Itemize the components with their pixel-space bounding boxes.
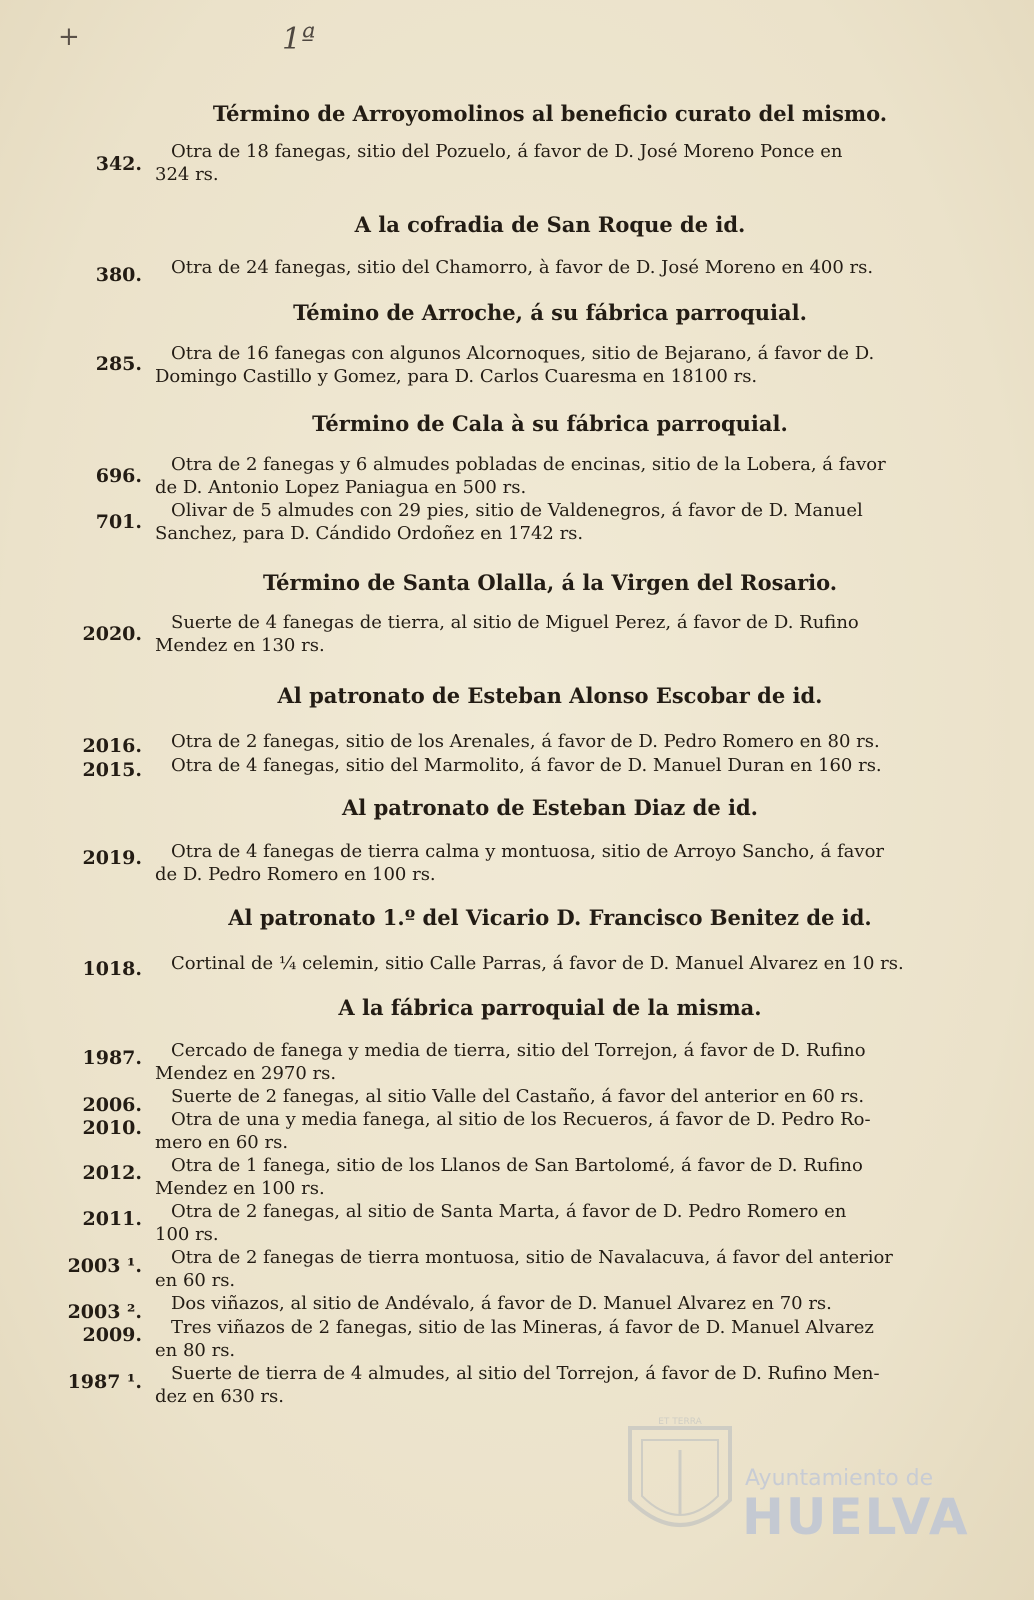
entry-number: 696. (95, 465, 142, 487)
entry-line: Otra de 2 fanegas y 6 almudes pobladas de encinas, sitio de la Lobera, á favor (171, 454, 886, 475)
section-heading: A la cofradia de San Roque de id. (354, 212, 746, 237)
entry-line: de D. Antonio Lopez Paniagua en 500 rs. (155, 477, 527, 498)
entry-text (155, 1246, 945, 1292)
entry-line: Olivar de 5 almudes con 29 pies, sitio de Valdenegros, á favor de D. Manuel (171, 500, 863, 521)
watermark-seal-text: ET TERRA (658, 1417, 702, 1427)
entry-text (155, 1108, 945, 1154)
entry-text (155, 1362, 945, 1408)
section-heading: Al patronato 1.º del Vicario D. Francisco Benitez de id. (228, 905, 872, 930)
entry-line: mero en 60 rs. (155, 1132, 289, 1153)
entry-text (155, 730, 945, 753)
entry-number: 342. (95, 153, 142, 175)
entry-line: 100 rs. (155, 1224, 219, 1245)
section-heading: A la fábrica parroquial de la misma. (338, 995, 762, 1020)
entry-line: Suerte de 2 fanegas, al sitio Valle del Castaño, á favor del anterior en 60 rs. (171, 1086, 865, 1107)
entry-line: Suerte de 4 fanegas de tierra, al sitio de Miguel Perez, á favor de D. Rufino (171, 612, 859, 633)
margin-plus-mark: + (58, 22, 80, 52)
entry-line: Otra de 1 fanega, sitio de los Llanos de San Bartolomé, á favor de D. Rufino (171, 1155, 863, 1176)
entry-text (155, 1200, 945, 1246)
watermark-line-1: Ayuntamiento de (745, 1466, 934, 1491)
entry-text (155, 1292, 945, 1315)
entry-line: Mendez en 130 rs. (155, 635, 325, 656)
entry-line: Suerte de tierra de 4 almudes, al sitio del Torrejon, á favor de D. Rufino Men- (171, 1363, 880, 1384)
entry-line: en 60 rs. (155, 1270, 236, 1291)
entry-number: 380. (95, 264, 142, 286)
entry-text (155, 611, 945, 657)
entry-line: Mendez en 100 rs. (155, 1178, 325, 1199)
entry-number: 2012. (82, 1162, 142, 1184)
section-heading: Témino de Arroche, á su fábrica parroquial. (293, 300, 807, 325)
entry-line: Mendez en 2970 rs. (155, 1063, 337, 1084)
entry-line: Dos viñazos, al sitio de Andévalo, á favor de D. Manuel Alvarez en 70 rs. (171, 1293, 832, 1314)
entry-number: 2011. (82, 1208, 142, 1230)
entry-number: 285. (95, 353, 142, 375)
section-heading: Término de Arroyomolinos al beneficio curato del mismo. (212, 101, 888, 126)
entry-number: 1018. (82, 958, 142, 980)
entry-text (155, 1154, 945, 1200)
entry-line: Tres viñazos de 2 fanegas, sitio de las Mineras, á favor de D. Manuel Alvarez (171, 1317, 874, 1338)
entry-line: Otra de 4 fanegas de tierra calma y montuosa, sitio de Arroyo Sancho, á favor (171, 841, 885, 862)
entry-text (155, 499, 945, 545)
watermark-line-2: HUELVA (742, 1488, 970, 1546)
section-heading: Al patronato de Esteban Diaz de id. (341, 795, 758, 820)
entry-line: Sanchez, para D. Cándido Ordoñez en 1742 rs. (155, 523, 584, 544)
entry-text (155, 840, 945, 886)
entry-line: Cortinal de ¼ celemin, sitio Calle Parras, á favor de D. Manuel Alvarez en 10 rs. (171, 953, 904, 974)
entry-number: 2009. (82, 1324, 142, 1346)
entry-number: 2016. (82, 735, 142, 757)
entry-line: de D. Pedro Romero en 100 rs. (155, 864, 436, 885)
entry-text (155, 453, 945, 499)
entry-line: Otra de 2 fanegas de tierra montuosa, sitio de Navalacuva, á favor del anterior (171, 1247, 893, 1268)
entry-number: 2020. (82, 623, 142, 645)
entry-line: Otra de 18 fanegas, sitio del Pozuelo, á favor de D. José Moreno Ponce en (171, 141, 843, 162)
entry-text (155, 256, 945, 279)
entry-line: en 80 rs. (155, 1340, 236, 1361)
entry-line: dez en 630 rs. (155, 1386, 284, 1407)
entry-text (155, 754, 945, 777)
entry-line: Otra de 16 fanegas con algunos Alcornoques, sitio de Bejarano, á favor de D. (171, 343, 875, 364)
entry-line: Cercado de fanega y media de tierra, sitio del Torrejon, á favor de D. Rufino (171, 1040, 866, 1061)
entry-number: 2015. (82, 759, 142, 781)
entry-line: Otra de 2 fanegas, sitio de los Arenales, á favor de D. Pedro Romero en 80 rs. (171, 731, 880, 752)
section-heading: Término de Cala à su fábrica parroquial. (312, 411, 788, 436)
entry-line: Otra de 24 fanegas, sitio del Chamorro, à favor de D. José Moreno en 400 rs. (171, 257, 874, 278)
entry-number: 1987 ¹. (67, 1371, 142, 1393)
entry-text (155, 140, 945, 186)
entry-number: 2003 ¹. (67, 1255, 142, 1277)
entry-line: Domingo Castillo y Gomez, para D. Carlos Cuaresma en 18100 rs. (155, 366, 758, 387)
entry-number: 2003 ². (67, 1301, 142, 1323)
entry-number: 1987. (82, 1047, 142, 1069)
entry-text (155, 1085, 945, 1108)
entry-number: 2019. (82, 847, 142, 869)
entry-line: Otra de una y media fanega, al sitio de los Recueros, á favor de D. Pedro Ro- (171, 1109, 871, 1130)
section-heading: Término de Santa Olalla, á la Virgen del Rosario. (262, 570, 838, 595)
section-heading: Al patronato de Esteban Alonso Escobar de id. (277, 683, 823, 708)
entry-text (155, 952, 945, 975)
handwritten-page-mark: 1ª (282, 22, 316, 57)
entry-text (155, 342, 945, 388)
entry-line: Otra de 4 fanegas, sitio del Marmolito, á favor de D. Manuel Duran en 160 rs. (171, 755, 882, 776)
entry-line: 324 rs. (155, 164, 219, 185)
entry-text (155, 1039, 945, 1085)
entry-line: Otra de 2 fanegas, al sitio de Santa Marta, á favor de D. Pedro Romero en (171, 1201, 847, 1222)
entry-number: 2010. (82, 1117, 142, 1139)
entry-text (155, 1316, 945, 1362)
entry-number: 701. (95, 511, 142, 533)
entry-number: 2006. (82, 1094, 142, 1116)
